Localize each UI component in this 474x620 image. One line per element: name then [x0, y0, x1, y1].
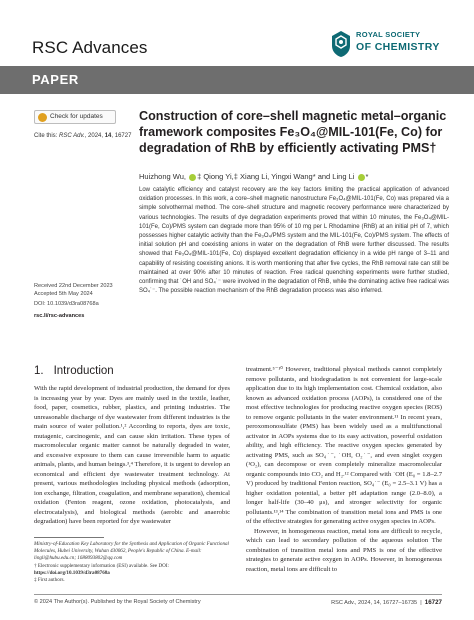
rsc-logo	[330, 28, 450, 62]
cite-volume: 14	[104, 133, 112, 139]
footer-license: © 2024 The Author(s). Published by the Royal Society of Chemistry	[34, 599, 201, 605]
esi-footnote	[34, 563, 230, 577]
received-date: Received 22nd December 2023	[34, 283, 113, 289]
footer-citation-text: RSC Adv., 2024, 14, 16727–16735	[331, 600, 418, 606]
abstract: Low catalytic efficiency and catalyst recovery are the key factors limiting the practical application of advanced oxidation processes. In this work, a core–shell magnetic nanostructure Fe₃O₄@MIL-101(Fe, Co) was prepared via a simple solvothermal method. The core–shell structure and magnetic recovery performance were characterized by various technologies. The results of dye degradation experiments proved that within 10 minutes, the Fe₃O₄@MIL-101(Fe, Co)/PMS system can degrade more than 95% of 10 mg per L Rhodamine (RhB) at an initial pH of 7, which possesses higher catalytic activity than the Fe₃O₄/PMS system and the MIL-101(Fe, Co)/PMS system. The effects of initial solution pH and coexisting anions in water on the degradation of RhB were further discussed. The results showed that Fe₃O₄@MIL-101(Fe, Co) displayed excellent degradation efficiency in a wide pH range of 3–11 and capability of resisting coexisting anions. It is worth mentioning that after five cycles, the RhB removal rate can still be maintained at over 90% after 10 minutes of reaction. Free radical quenching experiments were further studied, confirming that ˙OH and SO₄˙⁻ were involved in the degradation of RhB, while the dominating active free radical was SO₄˙⁻. The possible reaction mechanism of the RhB degradation process was also inferred.	[139, 187, 449, 295]
section-type-label: PAPER	[32, 72, 79, 87]
esi-text: † Electronic supplementary information (ESI) available. See DOI:	[34, 562, 169, 569]
footnotes	[34, 541, 230, 584]
page-number: 16727	[424, 599, 442, 606]
article-title: Construction of core–shell magnetic metal–organic framework composites Fe₃O₄@MIL-101(Fe, Co) for degradation of RhB by efficiently activating PMS†	[139, 109, 447, 155]
cite-journal: RSC Adv.	[59, 133, 85, 139]
esi-doi-link[interactable]: https://doi.org/10.1039/d3ra08768a	[34, 569, 110, 576]
cite-this	[34, 133, 131, 139]
orcid-icon[interactable]	[189, 174, 196, 181]
rsc-emblem-icon	[330, 30, 352, 58]
first-author: Huizhong Wu,	[139, 172, 186, 181]
cite-pages: , 16727	[111, 133, 132, 139]
journal-link[interactable]: rsc.li/rsc-advances	[34, 313, 85, 319]
body-paragraph: However, in homogeneous reaction, metal ions are difficult to recycle, which can lead to secondary pollution of the aqueous solution The combination of transition metal ions and PMS is one of the effective strategies to generate active oxygen in AOPs. However, in homogeneous reaction, metal ions are difficult to	[246, 527, 442, 573]
orcid-icon[interactable]	[358, 174, 365, 181]
body-paragraph: treatment.⁵⁻¹⁰ However, traditional physical methods cannot completely remove pollutants, and biodegradation is not convenient for large-scale application due to its high implementation cost. Chemical oxidation, also known as advanced oxidation process (AOPs), is considered one of the most effective technologies for producing reactive oxygen species (ROS) to remove organic pollutants in the water environment.¹¹ In recent years, peroxomonosulfate (PMS) has been widely used as a multifunctional activator in AOPs systems due to its easy activation, powerful oxidation ability, and high efficiency. The reactive oxygen species generated by activating PMS, such as SO₄˙⁻, ˙OH, O₂˙⁻, and even singlet oxygen (¹O₂), can decompose or even completely mineralize macromolecular organic compounds into CO₂ and H₂.¹² Compared with ˙OH (E₀ = 1.8–2.7 V) produced by traditional Fenton reaction, SO₄˙⁻ (E₀ = 2.5–3.1 V) has a higher oxidation potential, a better pH adaptation range (2.0–8.0), a longer half-life (30–40 μs), and stronger selectivity for organic pollutants.¹³,¹⁴ The combination of transition metal ions and PMS is one of the effective strategies for generating active oxygen species in AOPs.	[246, 366, 442, 525]
body-column-left	[34, 384, 230, 527]
section-type-band	[0, 66, 474, 94]
check-for-updates-button[interactable]	[34, 110, 116, 124]
section-number: 1.	[34, 365, 44, 377]
coauthors: ‡ Qiong Yi,‡ Xiang Li, Yingxi Wang* and Ling Li	[197, 172, 355, 181]
journal-title: RSC Advances	[32, 38, 148, 57]
section-heading	[34, 365, 114, 377]
affiliation-footnote: Ministry-of-Education Key Laboratory for the Synthesis and Application of Organic Functional Molecules, Hubei University, Wuhan 430062, People's Republic of China. E-mail: lingli@hubu.edu.cn; 1688093802@qq.com	[34, 541, 229, 562]
author-list	[139, 172, 449, 181]
footer-divider	[34, 594, 442, 595]
check-updates-label: Check for updates	[50, 113, 103, 120]
body-paragraph: With the rapid development of industrial production, the demand for dyes is increasing year by year. Dyes are mainly used in the textile, leather, food, paper, cosmetics, rubber, plastics, and printing industries. The unreasonable discharge of dye wastewater from different industries is the main source of water pollution.¹,² According to reports, dyes are toxic, mutagenic, carcinogenic, and can cause skin irritation. These types of macromolecular organic matter cannot be naturally degraded in water, and excessive exposure to them can cause irreversible harm to aquatic animals, plants, and human beings.³,⁴ Therefore, it is urgent to develop an economical and efficient dye wastewater treatment technology. At present, various methodologies including physical methods (adsorption, ion exchange, filtration, coagulation, and membrane separation), chemical oxidation (Fenton reagent, ozone oxidation, photocatalysis, and electrocatalysis), and biological methods (aerobic and anaerobic degradation) have been reported for dye wastewater	[34, 385, 230, 525]
article-doi[interactable]: DOI: 10.1039/d3ra08768a	[34, 301, 99, 307]
publisher-line-1: ROYAL SOCIETY	[356, 30, 421, 39]
cite-prefix: Cite this:	[34, 133, 58, 139]
body-column-right	[246, 365, 442, 574]
accepted-date: Accepted 5th May 2024	[34, 291, 93, 297]
cite-year: , 2024,	[84, 133, 105, 139]
article-dates	[34, 282, 130, 298]
check-updates-icon	[38, 113, 47, 122]
footnote-divider	[34, 537, 104, 538]
publisher-line-2: OF CHEMISTRY	[356, 41, 440, 53]
corresponding-mark: *	[365, 172, 369, 181]
footer-citation: RSC Adv., 2024, 14, 16727–16735 | 16727	[331, 599, 442, 606]
equal-contribution-footnote: ‡ First authors.	[34, 577, 65, 584]
section-title: Introduction	[53, 365, 114, 377]
